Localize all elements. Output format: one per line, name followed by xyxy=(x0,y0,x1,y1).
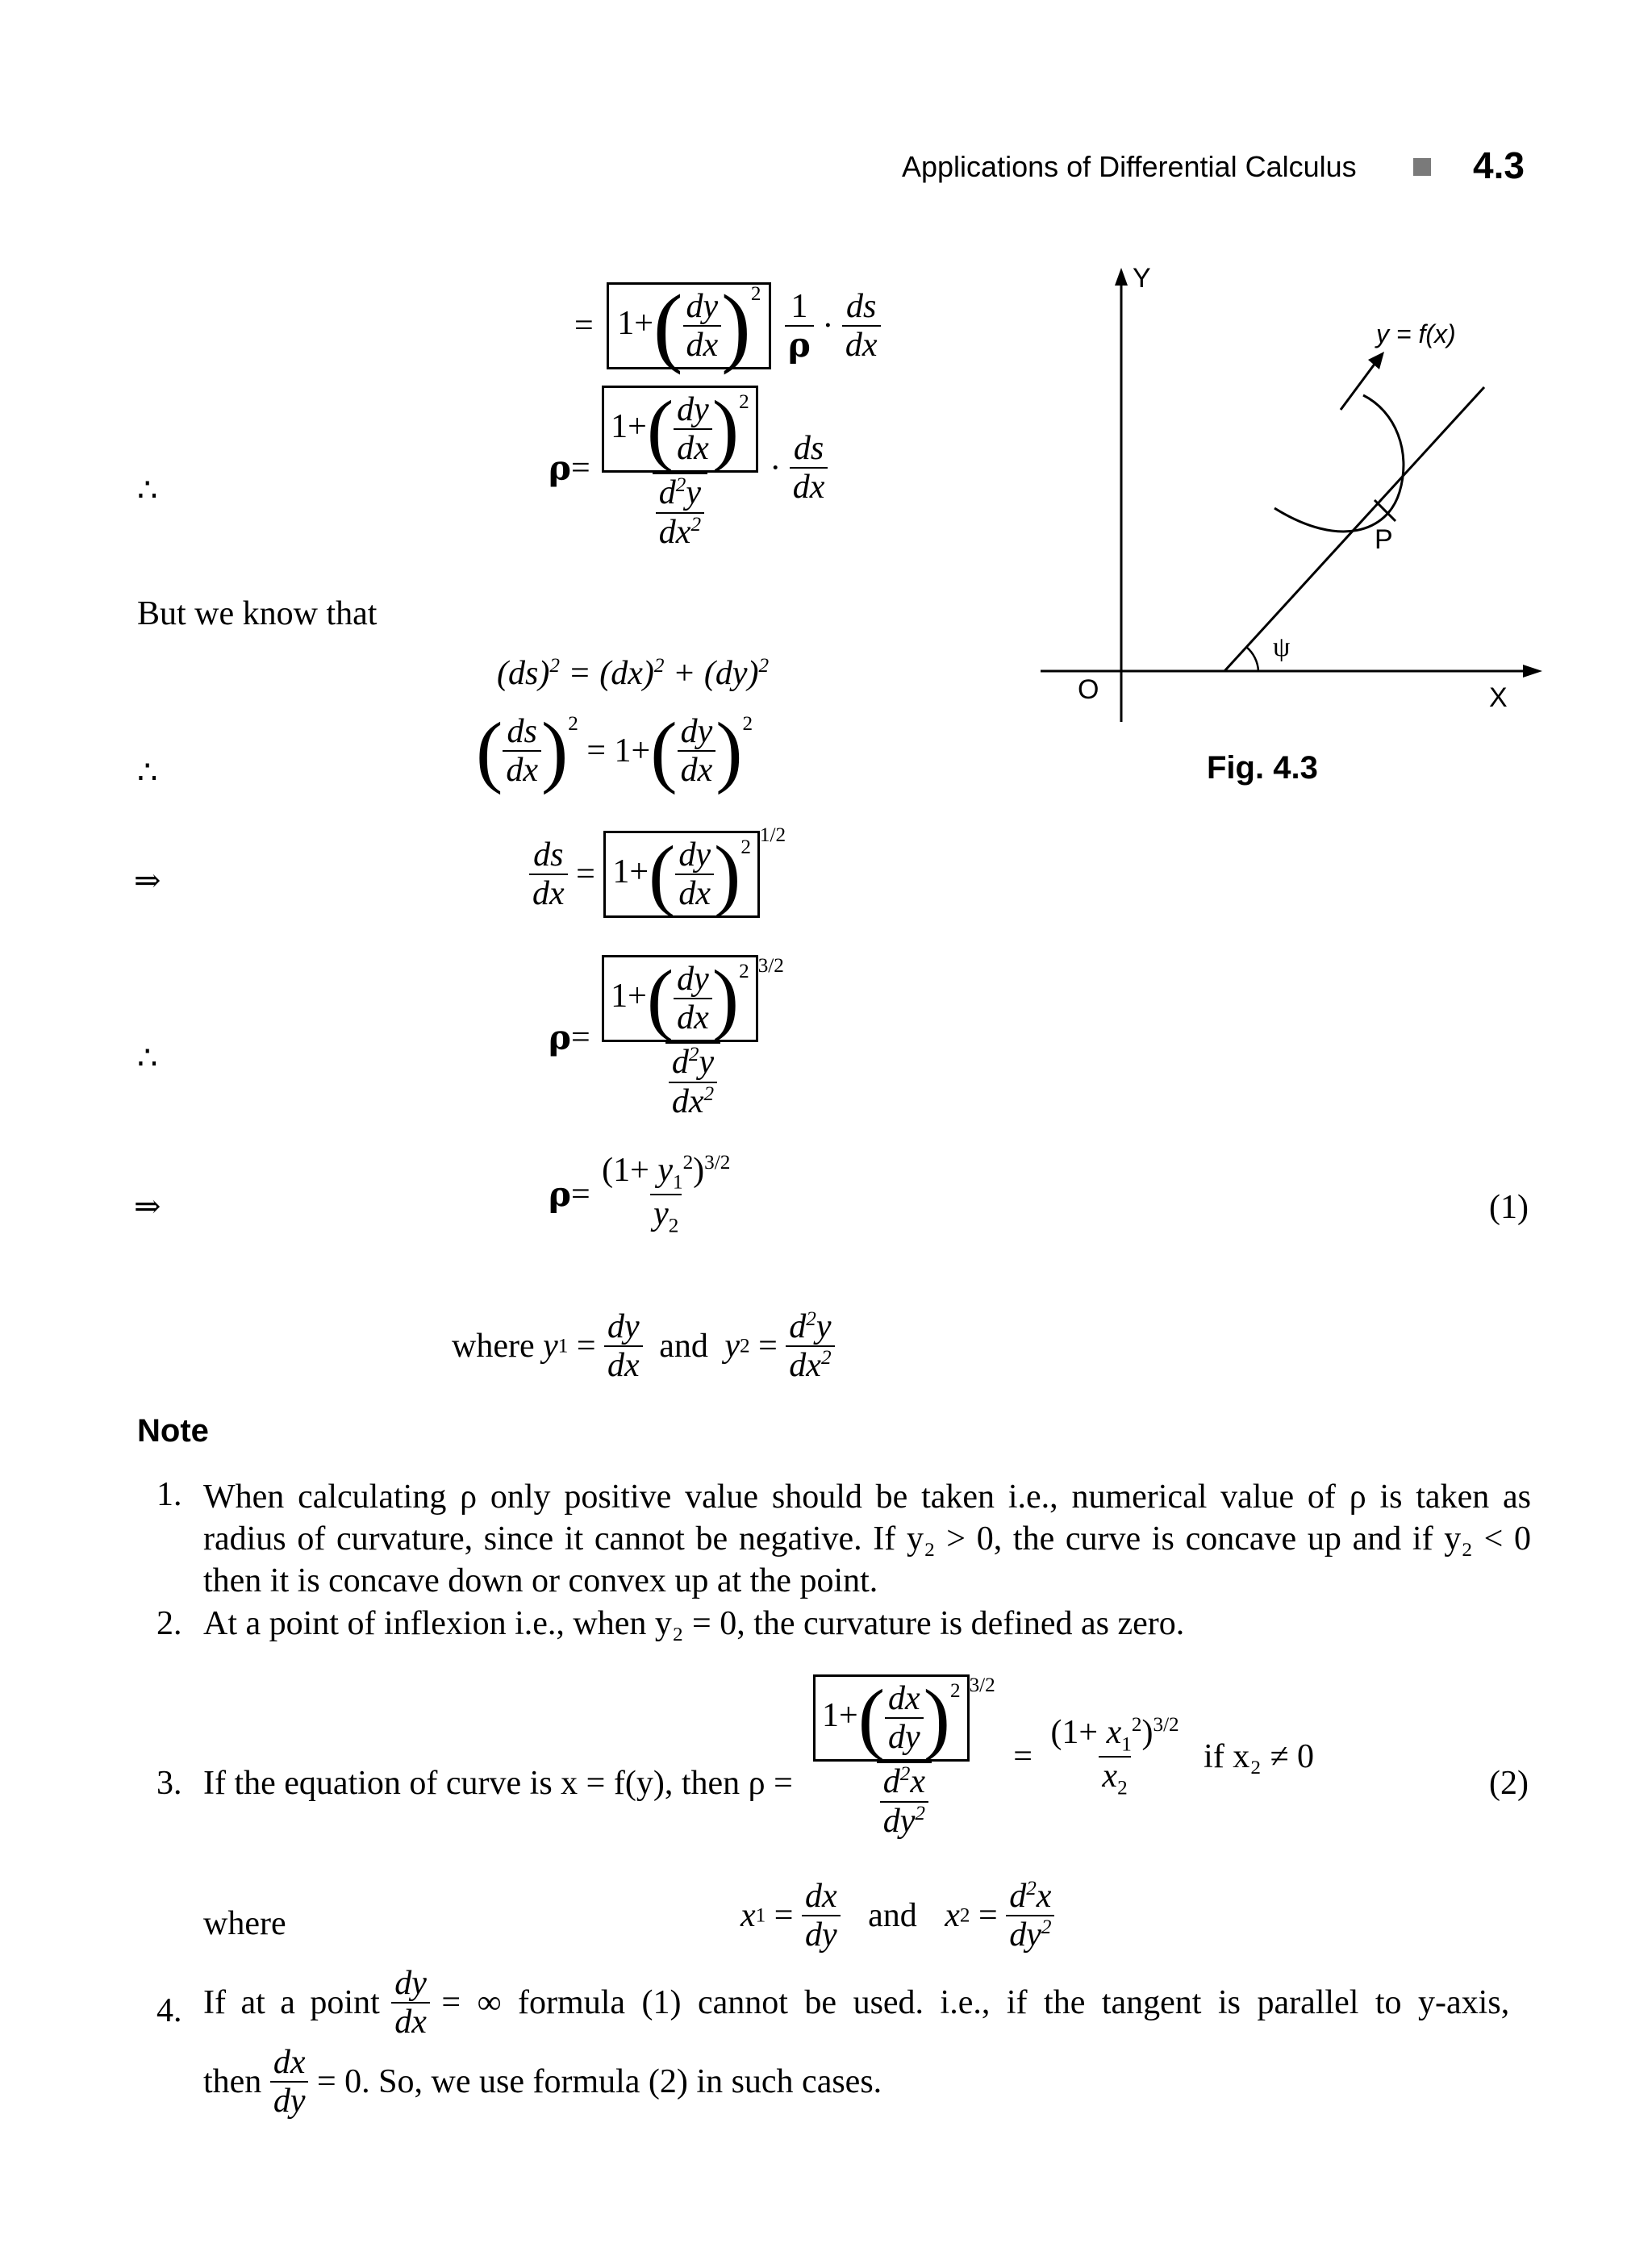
figure-curve-label: y = f(x) xyxy=(1376,319,1456,348)
equation-g: ρ= $\frac{(1+ y_1^2)^{3/2}}{y_2}$ xyxy=(549,1152,731,1237)
tangent-line xyxy=(1224,387,1484,671)
equation-e: $\frac{ds}{dx}$ = 1+( $\frac{dy}{dx}$ )$^{21/2}$ xyxy=(529,831,786,918)
note-4-line-2: then $\frac{dx}{dy}$ = 0. So, we use formula (2) in such cases. xyxy=(203,2044,882,2120)
where-label: where xyxy=(452,1328,535,1366)
note-3-number: 3. xyxy=(156,1765,182,1802)
figure-x-label: X xyxy=(1489,682,1508,713)
equation-where-y: where y1 = $\frac{dy}{dx}$ and y2 = $\frac{d^2y}{dx^2}$ xyxy=(452,1308,835,1384)
figure-origin-label: O xyxy=(1078,674,1099,705)
figure-caption: Fig. 4.3 xyxy=(1207,750,1318,786)
note-1-number: 1. xyxy=(156,1476,182,1513)
equation-c: (ds)$^2$ = (dx)$^2$ + (dy)$^2$ xyxy=(497,655,770,692)
rho-symbol: ρ xyxy=(785,325,814,364)
angle-arc xyxy=(1246,647,1258,671)
note-4-then-before: then xyxy=(203,2063,262,2101)
equation-label-1: (1) xyxy=(1489,1189,1529,1226)
rho-symbol: ρ xyxy=(549,1174,571,1215)
therefore-3: ∴ xyxy=(137,1040,158,1077)
implies-1: ⇒ xyxy=(134,862,161,899)
note-4-text-after: = ∞ formula (1) cannot be used. i.e., if the tangent is parallel to y-axis, xyxy=(441,1984,1510,2022)
figure-4-3 xyxy=(1032,258,1549,742)
figure-angle-label: ψ xyxy=(1273,632,1291,662)
note-3-text: If the equation of curve is x = f(y), then ρ = xyxy=(203,1765,793,1802)
header-square xyxy=(1413,158,1431,176)
equation-b: ρ= 1+( $\frac{dy}{dx}$ )$^2$ $\frac{d^2y}{dx^2}$ · $\frac{ds}{dx}$ xyxy=(549,386,828,551)
equation-d: ( $\frac{ds}{dx}$ )$^2$ = 1+( $\frac{dy}{dx}$ )$^2$ xyxy=(476,706,753,796)
equation-note-3: 1+( $\frac{dx}{dy}$ )$^2$ $^{3/2}$ $\frac{d^2x}{dy^2}$ = $\frac{(1+ x_1^2)^{3/2}}{x_2}$ if x₂ ≠ 0 xyxy=(810,1674,1314,1840)
curve-arrow xyxy=(1341,360,1378,410)
figure-point-label: P xyxy=(1375,524,1393,555)
equation-label-2: (2) xyxy=(1489,1765,1529,1802)
note-4-text-before: If at a point xyxy=(203,1984,380,2022)
rho-symbol: ρ xyxy=(549,1017,571,1057)
header-title: Applications of Differential Calculus xyxy=(902,150,1357,183)
x-axis-arrowhead xyxy=(1523,665,1542,678)
note-3-condition: if x₂ ≠ 0 xyxy=(1204,1738,1315,1776)
implies-2: ⇒ xyxy=(134,1188,161,1225)
note-4-number: 4. xyxy=(156,1992,182,2029)
note-4-then-after: = 0. So, we use formula (2) in such cases. xyxy=(316,2063,882,2101)
equation-a: = 1+( $\frac{dy}{dx}$ )$^2$ $\frac{1}{\rho}$ · $\frac{ds}{dx}$ xyxy=(574,282,881,369)
running-header xyxy=(902,150,1357,184)
note-3-where: where xyxy=(203,1905,286,1942)
y-axis-arrowhead xyxy=(1115,268,1128,286)
note-2-number: 2. xyxy=(156,1605,182,1642)
and-label: and xyxy=(659,1328,708,1366)
figure-y-label: Y xyxy=(1133,263,1151,294)
note-heading: Note xyxy=(137,1413,209,1449)
curve-arrowhead xyxy=(1368,352,1384,369)
and-label: and xyxy=(868,1897,917,1935)
therefore-1: ∴ xyxy=(137,472,158,509)
but-we-know: But we know that xyxy=(137,595,378,632)
note-4-line-1: If at a point $\frac{dy}{dx}$ = ∞ formula (1) cannot be used. i.e., if the tangent is parallel to y-axis, xyxy=(203,1965,1510,2041)
equation-where-x: x1 = $\frac{dx}{dy}$ and x2 = $\frac{d^2x}{dy^2}$ xyxy=(740,1878,1054,1954)
note-1-text: When calculating ρ only positive value should be taken i.e., numerical value of ρ is taken as radius of curvature, since it cannot be negative. If y₂ > 0, the curve is concave up and if y₂ < 0 then it is concave down or convex up at the point. xyxy=(203,1478,1531,1599)
point-p-marker xyxy=(1375,500,1395,521)
page-number: 4.3 xyxy=(1473,144,1525,186)
equation-f: ρ= 1+( $\frac{dy}{dx}$ )$^2$ $^{3/2}$ $\frac{d^2y}{dx^2}$ xyxy=(549,953,784,1120)
therefore-2: ∴ xyxy=(137,754,158,791)
note-2-text: At a point of inflexion i.e., when y₂ = 0, the curvature is defined as zero. xyxy=(203,1605,1185,1642)
rho-symbol: ρ xyxy=(549,448,571,488)
